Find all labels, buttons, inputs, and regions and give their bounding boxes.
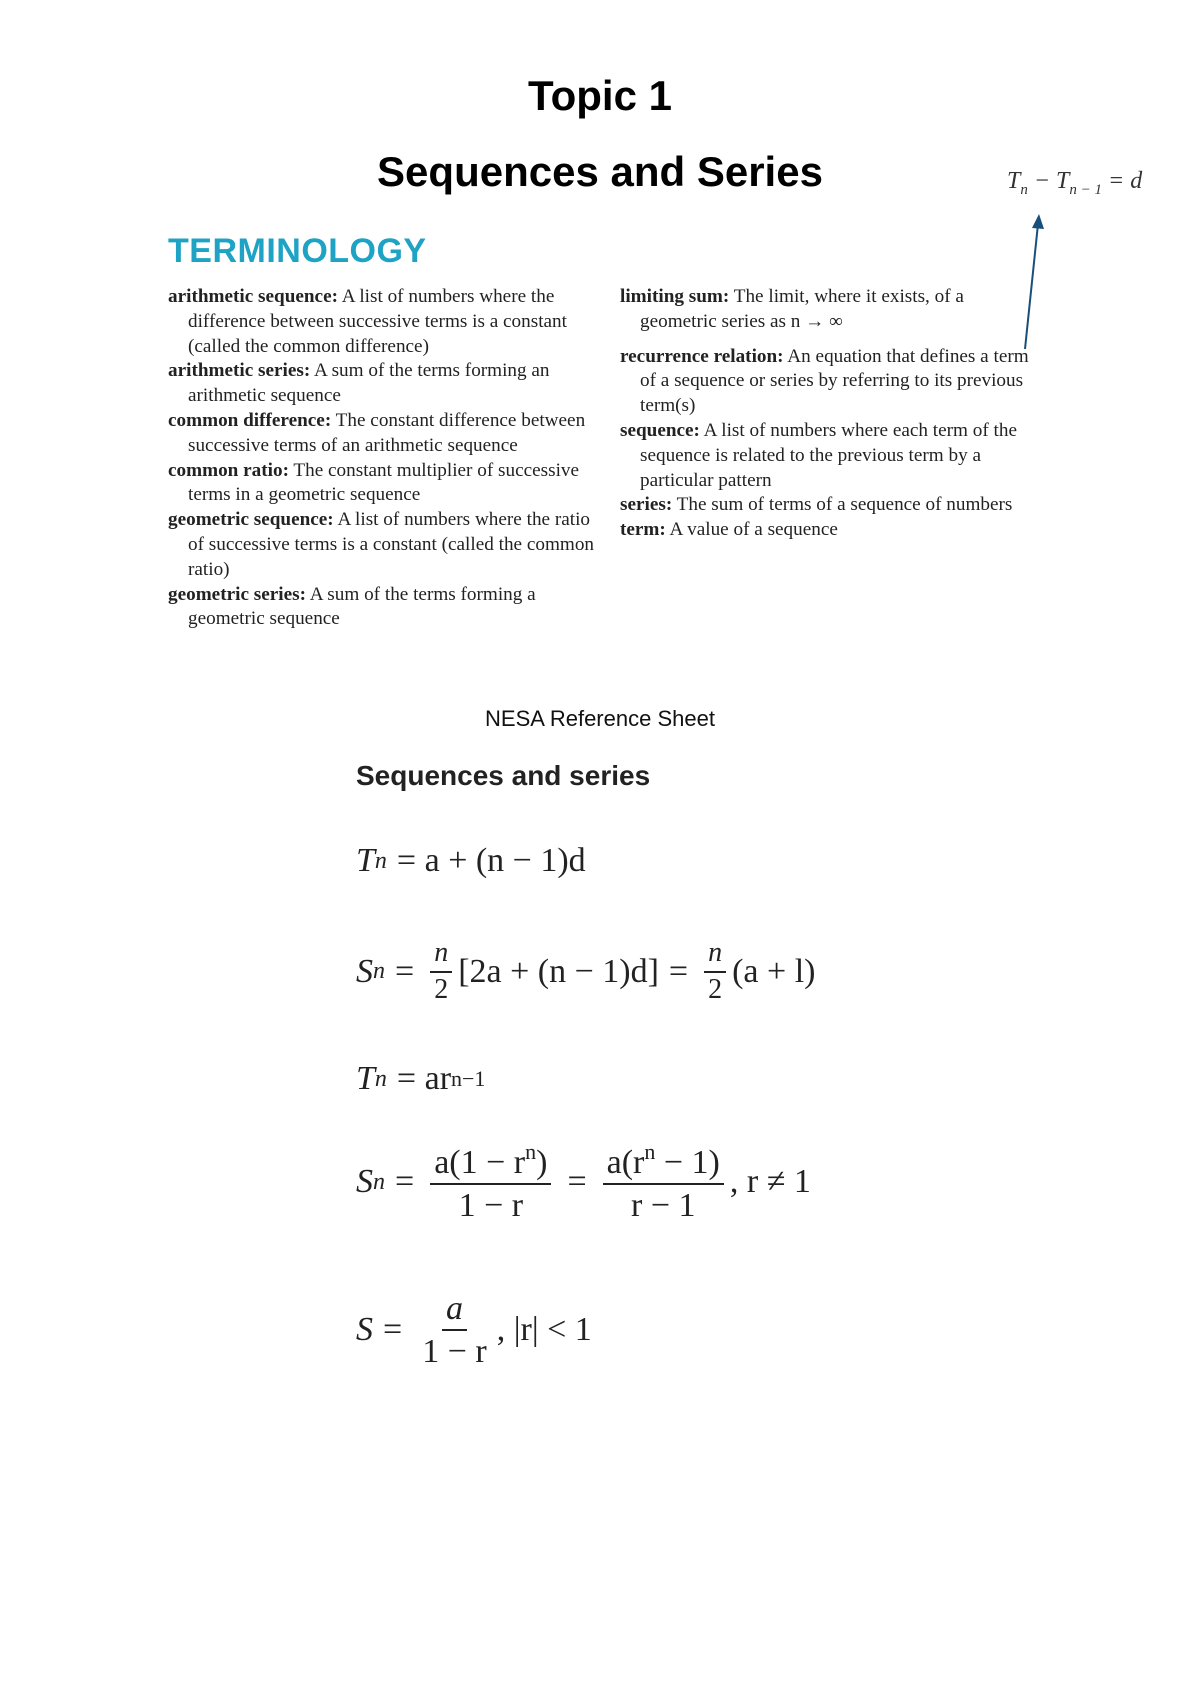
- definition-term: arithmetic series:: [168, 360, 311, 382]
- formula-end-term: (a + l): [732, 952, 816, 990]
- formula-exponent: n: [525, 1139, 537, 1164]
- definition-text: The constant difference between successive terms of an arithmetic sequence: [188, 409, 586, 456]
- fraction-numerator: a: [442, 1290, 467, 1331]
- formula-rhs: = a + (n − 1)d: [396, 842, 586, 879]
- formula-equals: =: [567, 1163, 587, 1201]
- formula-condition: , r ≠ 1: [729, 1163, 811, 1201]
- formula-geometric-term: [356, 1060, 485, 1098]
- definition-entry: [168, 359, 600, 409]
- formula-condition: , |r| < 1: [496, 1311, 592, 1349]
- definition-text: An equation that defines a term of a sequence or series by referring to its previous term(s): [640, 345, 1029, 417]
- definition-text: A list of numbers where the ratio of successive terms is a constant (called the common ratio): [188, 509, 595, 580]
- formula-subscript: n: [374, 847, 387, 874]
- formula-arithmetic-term: [356, 842, 586, 880]
- fraction-numerator: [603, 1140, 724, 1185]
- terminology-heading: TERMINOLOGY: [168, 232, 427, 270]
- fraction: [430, 1140, 551, 1225]
- fraction-denominator: r − 1: [631, 1187, 696, 1225]
- definition-text: A sum of the terms forming an arithmetic sequence: [188, 360, 550, 407]
- formula-subscript: n: [374, 1065, 387, 1092]
- definition-text: A value of a sequence: [665, 519, 838, 541]
- formula-arithmetic-sum: [356, 938, 815, 1006]
- formula-bracket-term: [2a + (n − 1)d]: [458, 952, 659, 990]
- fraction: [430, 938, 452, 1006]
- definition-text: A sum of the terms forming a geometric sequence: [188, 583, 536, 630]
- definition-text: The limit, where it exists, of a geometric series as n → ∞: [640, 286, 964, 332]
- definition-entry: [168, 583, 600, 633]
- definition-term: sequence:: [620, 419, 700, 441]
- definition-term: term:: [620, 519, 666, 541]
- fraction-numerator: [430, 1140, 551, 1185]
- recurrence-sub-n-minus-1: n − 1: [1069, 181, 1103, 198]
- formula-equals: =: [668, 952, 689, 990]
- fraction: [603, 1140, 724, 1225]
- reference-heading: Sequences and series: [356, 760, 651, 791]
- formula-symbol: S: [356, 952, 373, 990]
- definition-term: common ratio:: [168, 459, 289, 481]
- definition-term: recurrence relation:: [620, 345, 784, 367]
- formula-geometric-sum: [356, 1140, 811, 1225]
- formula-subscript: n: [373, 1168, 385, 1195]
- numerator-close: ): [536, 1144, 548, 1181]
- formula-limiting-sum: [356, 1290, 592, 1371]
- numerator-text: a(1 − r: [434, 1144, 526, 1181]
- recurrence-t: T: [1007, 168, 1021, 194]
- fraction: [418, 1290, 491, 1371]
- definition-entry: [620, 518, 1045, 543]
- fraction-denominator: 2: [708, 973, 723, 1005]
- formula-symbol: T: [356, 1060, 375, 1097]
- recurrence-annotation: [1007, 168, 1142, 199]
- fraction-denominator: 2: [434, 973, 449, 1005]
- recurrence-minus-t: − T: [1027, 168, 1070, 194]
- recurrence-sub-n: n: [1020, 181, 1028, 198]
- formula-symbol: T: [356, 842, 375, 879]
- definition-term: geometric sequence:: [168, 509, 334, 531]
- numerator-close: − 1): [655, 1144, 720, 1181]
- definition-term: arithmetic sequence:: [168, 286, 338, 307]
- definition-text: A list of numbers where each term of the sequence is related to the previous term by a particular pattern: [640, 419, 1017, 491]
- formula-subscript: n: [373, 958, 385, 985]
- definition-entry: [620, 419, 1045, 493]
- fraction-denominator: 1 − r: [422, 1333, 487, 1371]
- definition-text: The constant multiplier of successive terms in a geometric sequence: [188, 459, 580, 506]
- formula-rhs: = ar: [396, 1060, 452, 1097]
- definition-entry: [620, 285, 1045, 335]
- fraction-numerator: n: [704, 938, 726, 973]
- formula-exponent: n−1: [451, 1066, 486, 1091]
- definition-entry: [620, 345, 1045, 419]
- definition-entry: [620, 493, 1045, 518]
- formula-symbol: S: [356, 1311, 373, 1349]
- recurrence-equals-d: = d: [1102, 168, 1143, 194]
- reference-sheet-caption: NESA Reference Sheet: [485, 706, 715, 731]
- definition-text: The sum of terms of a sequence of numbers: [672, 494, 1013, 516]
- formula-symbol: S: [356, 1163, 373, 1201]
- definition-entry: [168, 285, 600, 359]
- fraction-numerator: n: [430, 938, 452, 973]
- formula-equals: =: [383, 1311, 403, 1349]
- definition-entry: [168, 459, 600, 509]
- page-title: Sequences and Series: [377, 148, 823, 195]
- definition-entry: [168, 508, 600, 582]
- definition-term: common difference:: [168, 409, 332, 431]
- definition-entry: [168, 409, 600, 459]
- topic-label: Topic 1: [528, 72, 672, 119]
- definition-text: A list of numbers where the difference between successive terms is a constant (called the common difference): [188, 286, 567, 357]
- terminology-left-column: [168, 285, 600, 632]
- fraction-denominator: 1 − r: [458, 1187, 524, 1225]
- definition-term: geometric series:: [168, 583, 306, 605]
- formula-exponent: n: [644, 1139, 656, 1164]
- formula-equals: =: [395, 952, 415, 990]
- numerator-text: a(r: [606, 1144, 645, 1181]
- fraction: [704, 938, 726, 1006]
- definition-term: series:: [620, 494, 673, 516]
- definition-term: limiting sum:: [620, 286, 730, 307]
- terminology-right-column: [620, 285, 1045, 543]
- formula-equals: =: [395, 1163, 415, 1201]
